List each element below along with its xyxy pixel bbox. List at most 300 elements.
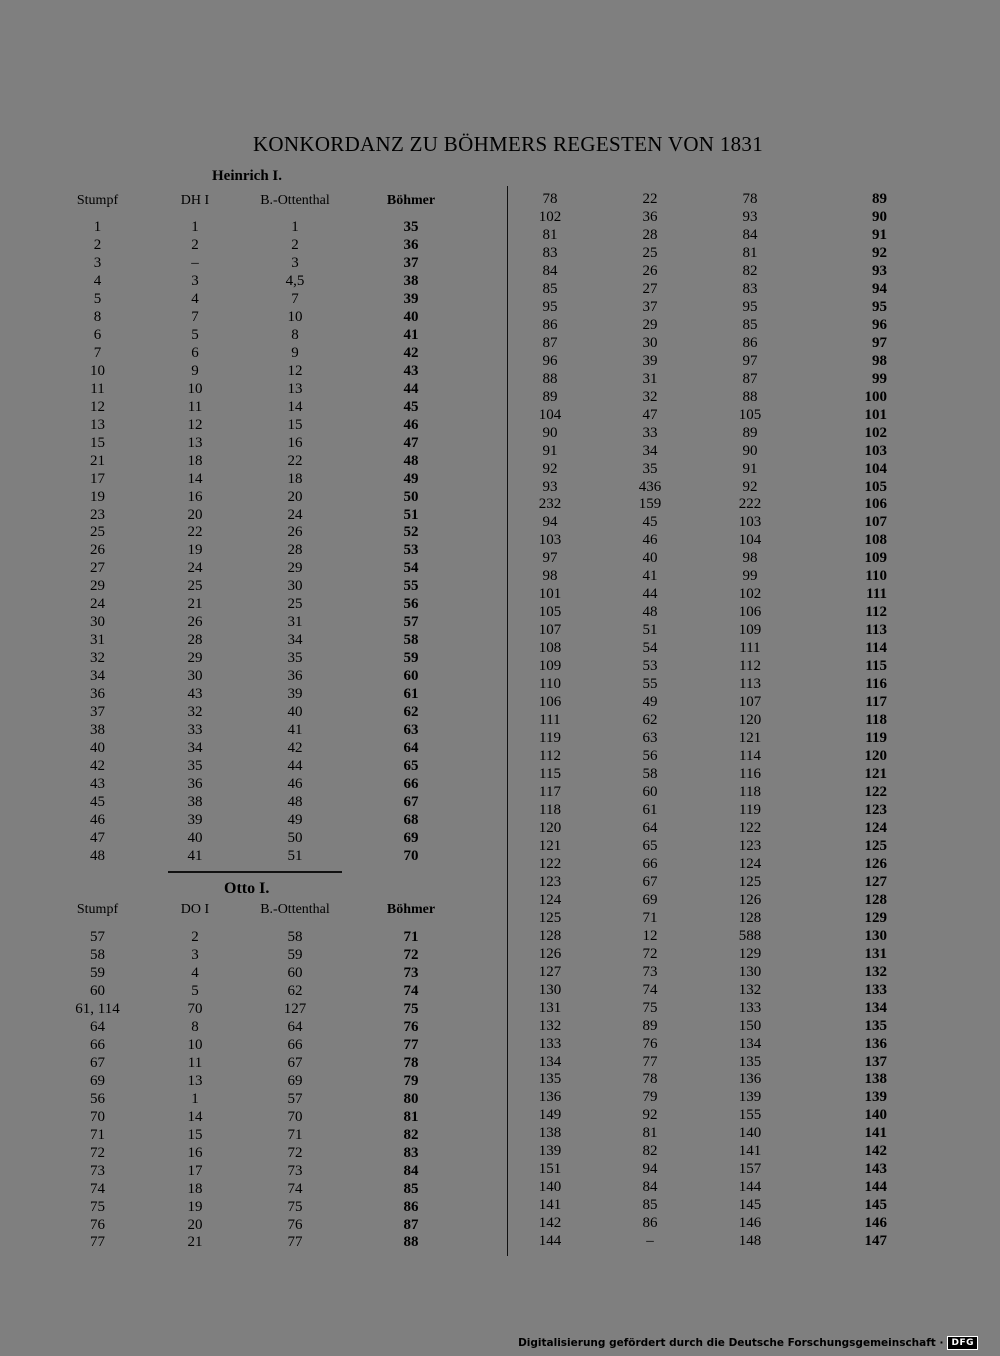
cell-stumpf: 90 — [542, 424, 558, 441]
cell-diplom: 16 — [187, 1144, 203, 1161]
cell-ottenthal: 30 — [287, 578, 303, 595]
cell-diplom: 65 — [642, 837, 658, 854]
table-row — [0, 568, 1000, 586]
cell-boehmer: 125 — [864, 837, 887, 854]
cell-ottenthal: 69 — [287, 1072, 303, 1089]
cell-stumpf: 85 — [542, 280, 558, 297]
cell-ottenthal: 60 — [287, 964, 303, 981]
table-row — [0, 1143, 1000, 1161]
table-row — [0, 1089, 1000, 1107]
table-row — [0, 1054, 1000, 1072]
cell-stumpf: 91 — [542, 442, 558, 459]
cell-diplom: 58 — [642, 766, 658, 782]
cell-ottenthal: 8 — [291, 326, 299, 343]
cell-ottenthal: 93 — [742, 208, 758, 225]
table-row — [0, 371, 1000, 389]
cell-diplom: 41 — [187, 847, 203, 864]
cell-ottenthal: 86 — [742, 334, 758, 351]
cell-boehmer: 47 — [403, 434, 419, 451]
table-row — [0, 1036, 1000, 1054]
cell-ottenthal: 132 — [738, 981, 762, 998]
cell-diplom: 55 — [642, 676, 658, 693]
cell-diplom: 82 — [642, 1143, 658, 1160]
cell-diplom: – — [646, 1233, 654, 1250]
cell-boehmer: 53 — [403, 542, 419, 559]
cell-ottenthal: 141 — [738, 1143, 762, 1160]
cell-stumpf: 232 — [538, 496, 562, 513]
cell-ottenthal: 103 — [738, 514, 762, 531]
cell-ottenthal: 34 — [287, 632, 303, 649]
cell-diplom: 67 — [642, 873, 658, 890]
cell-diplom: 5 — [191, 326, 199, 343]
cell-ottenthal: 127 — [283, 1000, 307, 1017]
cell-boehmer: 44 — [403, 380, 419, 397]
cell-diplom: 43 — [187, 686, 203, 703]
cell-boehmer: 144 — [864, 1179, 887, 1196]
cell-stumpf: 135 — [538, 1071, 562, 1088]
cell-ottenthal: 64 — [287, 1018, 303, 1035]
cell-boehmer: 88 — [403, 1234, 419, 1251]
cell-diplom: 9 — [191, 362, 199, 379]
cell-boehmer: 104 — [864, 460, 887, 477]
cell-ottenthal: 82 — [742, 262, 758, 279]
cell-diplom: 64 — [642, 819, 658, 836]
cell-stumpf: 74 — [90, 1180, 105, 1197]
cell-diplom: 33 — [642, 424, 658, 441]
cell-ottenthal: 106 — [738, 604, 762, 621]
cell-stumpf: 1 — [93, 219, 102, 235]
cell-boehmer: 108 — [864, 532, 887, 549]
cell-boehmer: 37 — [403, 254, 419, 271]
cell-ottenthal: 36 — [287, 668, 303, 685]
table-row — [0, 1071, 1000, 1089]
cell-boehmer: 63 — [403, 722, 419, 739]
cell-diplom: 19 — [187, 1198, 203, 1215]
cell-stumpf: 136 — [538, 1089, 562, 1106]
cell-ottenthal: 588 — [738, 927, 762, 944]
cell-diplom: 38 — [187, 794, 203, 810]
cell-ottenthal: 41 — [287, 722, 303, 739]
cell-stumpf: 21 — [90, 452, 105, 469]
cell-ottenthal: 7 — [291, 290, 299, 307]
cell-boehmer: 85 — [403, 1180, 419, 1197]
cell-ottenthal: 99 — [742, 568, 758, 585]
cell-stumpf: 29 — [90, 578, 105, 595]
header-dh: DH I — [180, 193, 210, 208]
cell-diplom: 72 — [642, 945, 658, 962]
header-boehmer: Böhmer — [386, 193, 436, 208]
cell-stumpf: 117 — [539, 783, 561, 800]
cell-boehmer: 89 — [872, 191, 887, 207]
cell-ottenthal: 77 — [287, 1234, 303, 1251]
cell-boehmer: 65 — [403, 758, 419, 775]
cell-ottenthal: 20 — [287, 488, 303, 505]
table-row — [0, 1233, 1000, 1251]
cell-stumpf: 47 — [90, 829, 105, 846]
cell-diplom: 73 — [642, 963, 658, 980]
table-row — [0, 658, 1000, 676]
cell-diplom: 21 — [187, 596, 203, 613]
table-row — [0, 730, 1000, 748]
cell-boehmer: 111 — [866, 586, 887, 603]
cell-boehmer: 93 — [872, 262, 887, 279]
cell-boehmer: 116 — [865, 676, 887, 693]
cell-ottenthal: 39 — [287, 686, 303, 703]
cell-diplom: 159 — [638, 496, 662, 513]
cell-boehmer: 58 — [403, 632, 419, 649]
cell-ottenthal: 125 — [738, 873, 762, 890]
cell-diplom: 7 — [191, 308, 199, 325]
cell-ottenthal: 42 — [287, 740, 303, 757]
cell-diplom: 2 — [191, 929, 199, 945]
table-row — [0, 856, 1000, 874]
cell-boehmer: 68 — [403, 811, 419, 828]
cell-stumpf: 127 — [538, 963, 562, 980]
cell-stumpf: 120 — [538, 819, 562, 836]
table-row — [0, 532, 1000, 550]
table-row — [0, 281, 1000, 299]
cell-diplom: 77 — [642, 1053, 658, 1070]
cell-diplom: 25 — [642, 244, 658, 261]
dfg-logo: DFG — [947, 1336, 978, 1350]
cell-diplom: 20 — [187, 1216, 203, 1233]
table-row — [0, 910, 1000, 928]
cell-stumpf: 131 — [538, 999, 562, 1016]
cell-diplom: 51 — [642, 622, 658, 639]
cell-diplom: 63 — [642, 730, 658, 747]
cell-boehmer: 46 — [403, 416, 419, 433]
cell-boehmer: 128 — [864, 891, 887, 908]
cell-boehmer: 106 — [864, 496, 887, 513]
cell-diplom: 31 — [642, 370, 658, 387]
cell-boehmer: 40 — [403, 308, 419, 325]
table-row — [0, 1018, 1000, 1036]
cell-boehmer: 94 — [872, 280, 887, 297]
cell-stumpf: 70 — [90, 1108, 105, 1125]
cell-stumpf: 107 — [538, 622, 562, 639]
cell-stumpf: 10 — [90, 362, 105, 379]
cell-ottenthal: 50 — [287, 829, 303, 846]
cell-stumpf: 75 — [90, 1198, 105, 1215]
cell-ottenthal: 148 — [738, 1233, 762, 1250]
cell-stumpf: 144 — [538, 1233, 562, 1250]
table-row — [0, 622, 1000, 640]
cell-boehmer: 59 — [403, 650, 419, 667]
cell-boehmer: 105 — [864, 478, 887, 495]
cell-diplom: 32 — [187, 704, 203, 721]
cell-ottenthal: 120 — [738, 712, 762, 729]
cell-stumpf: 115 — [539, 766, 561, 782]
table-row — [0, 496, 1000, 514]
cell-ottenthal: 109 — [738, 622, 762, 639]
cell-stumpf: 94 — [542, 514, 558, 531]
cell-boehmer: 84 — [403, 1162, 419, 1179]
cell-diplom: 11 — [187, 398, 203, 415]
cell-boehmer: 57 — [403, 614, 419, 631]
cell-ottenthal: 122 — [738, 819, 762, 836]
cell-diplom: 44 — [642, 586, 658, 603]
cell-diplom: 12 — [187, 416, 203, 433]
cell-stumpf: 109 — [538, 658, 562, 675]
cell-boehmer: 82 — [403, 1126, 419, 1143]
cell-boehmer: 95 — [872, 298, 887, 315]
cell-ottenthal: 123 — [738, 837, 762, 854]
cell-stumpf: 67 — [90, 1054, 105, 1071]
cell-boehmer: 147 — [864, 1233, 887, 1250]
cell-boehmer: 132 — [864, 963, 887, 980]
cell-boehmer: 38 — [403, 272, 419, 289]
cell-boehmer: 98 — [872, 352, 887, 369]
cell-ottenthal: 3 — [291, 254, 299, 271]
cell-boehmer: 139 — [864, 1089, 887, 1106]
cell-diplom: 3 — [191, 946, 199, 963]
cell-boehmer: 101 — [864, 406, 887, 423]
cell-ottenthal: 58 — [287, 929, 303, 945]
cell-stumpf: 102 — [538, 208, 562, 225]
cell-ottenthal: 107 — [738, 694, 762, 711]
cell-stumpf: 122 — [538, 855, 562, 872]
cell-ottenthal: 87 — [742, 370, 758, 387]
table-row — [0, 838, 1000, 856]
table-row — [0, 982, 1000, 1000]
cell-ottenthal: 116 — [739, 766, 761, 782]
cell-diplom: 36 — [187, 776, 203, 793]
cell-ottenthal: 78 — [742, 191, 758, 207]
cell-boehmer: 86 — [403, 1198, 419, 1215]
cell-boehmer: 66 — [403, 776, 419, 793]
table-row — [0, 317, 1000, 335]
cell-boehmer: 135 — [864, 1017, 887, 1034]
table-row — [0, 479, 1000, 497]
cell-diplom: 61 — [642, 801, 658, 818]
cell-stumpf: 84 — [542, 262, 558, 279]
cell-ottenthal: 22 — [287, 452, 303, 469]
cell-ottenthal: 81 — [742, 244, 758, 261]
cell-stumpf: 81 — [542, 226, 558, 243]
table-row — [0, 676, 1000, 694]
cell-diplom: 37 — [642, 298, 658, 315]
cell-stumpf: 133 — [538, 1035, 562, 1052]
cell-boehmer: 87 — [403, 1216, 419, 1233]
cell-diplom: 29 — [187, 650, 203, 667]
table-row — [0, 514, 1000, 532]
cell-stumpf: 105 — [538, 604, 562, 621]
cell-stumpf: 97 — [542, 550, 558, 567]
cell-diplom: 30 — [642, 334, 658, 351]
cell-stumpf: 88 — [542, 370, 558, 387]
cell-stumpf: 87 — [542, 334, 558, 351]
cell-ottenthal: 2 — [291, 236, 299, 253]
cell-diplom: 4 — [191, 290, 199, 307]
table-row — [0, 353, 1000, 371]
cell-stumpf: 141 — [538, 1197, 562, 1214]
cell-diplom: 4 — [191, 964, 199, 981]
cell-ottenthal: 102 — [738, 586, 762, 603]
cell-diplom: 46 — [642, 532, 658, 549]
cell-boehmer: 137 — [864, 1053, 887, 1070]
cell-boehmer: 115 — [865, 658, 887, 675]
cell-ottenthal: 29 — [287, 560, 303, 577]
cell-boehmer: 67 — [403, 794, 419, 810]
cell-ottenthal: 114 — [739, 748, 761, 765]
cell-diplom: 36 — [642, 208, 658, 225]
cell-boehmer: 109 — [864, 550, 887, 567]
cell-stumpf: 45 — [90, 794, 105, 810]
cell-ottenthal: 112 — [739, 658, 761, 675]
cell-stumpf: 46 — [90, 811, 105, 828]
cell-diplom: 40 — [642, 550, 658, 567]
section-heading-heinrich: Heinrich I. — [212, 168, 282, 184]
cell-boehmer: 112 — [865, 604, 887, 621]
cell-ottenthal: 222 — [738, 496, 762, 513]
cell-ottenthal: 126 — [738, 891, 762, 908]
cell-diplom: 14 — [187, 470, 203, 487]
cell-boehmer: 83 — [403, 1144, 419, 1161]
cell-boehmer: 54 — [403, 560, 419, 577]
cell-boehmer: 121 — [864, 766, 887, 782]
cell-ottenthal: 121 — [738, 730, 762, 747]
cell-diplom: 3 — [191, 272, 199, 289]
cell-stumpf: 24 — [90, 596, 105, 613]
cell-ottenthal: 35 — [287, 650, 303, 667]
header-do: DO I — [180, 902, 210, 917]
header-boehmer: Böhmer — [386, 902, 436, 917]
cell-stumpf: 125 — [538, 909, 562, 926]
cell-stumpf: 76 — [90, 1216, 105, 1233]
cell-stumpf: 19 — [90, 488, 105, 505]
cell-diplom: 39 — [642, 352, 658, 369]
cell-boehmer: 142 — [864, 1143, 887, 1160]
cell-stumpf: 110 — [539, 676, 561, 693]
cell-diplom: 14 — [187, 1108, 203, 1125]
cell-ottenthal: 104 — [738, 532, 762, 549]
table-row — [0, 425, 1000, 443]
cell-stumpf: 128 — [538, 927, 562, 944]
cell-boehmer: 145 — [864, 1197, 887, 1214]
cell-boehmer: 143 — [864, 1161, 887, 1178]
cell-diplom: 62 — [642, 712, 658, 729]
cell-boehmer: 52 — [403, 524, 419, 541]
cell-diplom: 79 — [642, 1089, 658, 1106]
cell-diplom: 34 — [642, 442, 658, 459]
cell-diplom: 24 — [187, 560, 203, 577]
cell-diplom: 89 — [642, 1017, 658, 1034]
cell-ottenthal: 71 — [287, 1126, 303, 1143]
cell-stumpf: 43 — [90, 776, 105, 793]
cell-stumpf: 139 — [538, 1143, 562, 1160]
cell-stumpf: 73 — [90, 1162, 105, 1179]
cell-boehmer: 124 — [864, 819, 887, 836]
cell-stumpf: 101 — [538, 586, 562, 603]
cell-stumpf: 34 — [90, 668, 105, 685]
cell-ottenthal: 48 — [287, 794, 303, 810]
cell-boehmer: 119 — [865, 730, 887, 747]
cell-diplom: 28 — [642, 226, 658, 243]
cell-boehmer: 71 — [403, 929, 419, 945]
cell-boehmer: 80 — [403, 1090, 419, 1107]
cell-boehmer: 97 — [872, 334, 887, 351]
table-row — [0, 1179, 1000, 1197]
cell-diplom: 74 — [642, 981, 658, 998]
cell-ottenthal: 72 — [287, 1144, 303, 1161]
cell-diplom: 25 — [187, 578, 203, 595]
cell-boehmer: 140 — [864, 1107, 887, 1124]
cell-stumpf: 151 — [538, 1161, 562, 1178]
cell-boehmer: 146 — [864, 1215, 887, 1232]
cell-diplom: 76 — [642, 1035, 658, 1052]
footer-text: Digitalisierung gefördert durch die Deutsche Forschungsgemeinschaft · — [518, 1337, 944, 1349]
cell-boehmer: 103 — [864, 442, 887, 459]
cell-diplom: 10 — [187, 380, 203, 397]
cell-ottenthal: 66 — [287, 1036, 303, 1053]
cell-boehmer: 114 — [865, 640, 887, 657]
cell-stumpf: 27 — [90, 560, 105, 577]
cell-stumpf: 25 — [90, 524, 105, 541]
cell-ottenthal: 146 — [738, 1215, 762, 1232]
cell-stumpf: 23 — [90, 506, 105, 523]
cell-boehmer: 129 — [864, 909, 887, 926]
cell-stumpf: 126 — [538, 945, 562, 962]
cell-stumpf: 69 — [90, 1072, 105, 1089]
cell-boehmer: 122 — [864, 783, 887, 800]
cell-ottenthal: 18 — [287, 470, 303, 487]
cell-diplom: 8 — [191, 1018, 199, 1035]
cell-stumpf: 96 — [542, 352, 558, 369]
cell-stumpf: 83 — [542, 244, 558, 261]
table-row — [0, 1215, 1000, 1233]
cell-boehmer: 117 — [865, 694, 887, 711]
cell-ottenthal: 157 — [738, 1161, 762, 1178]
cell-ottenthal: 97 — [742, 352, 758, 369]
cell-boehmer: 35 — [403, 219, 419, 235]
cell-ottenthal: 124 — [738, 855, 762, 872]
cell-diplom: 1 — [191, 1090, 199, 1107]
cell-boehmer: 41 — [403, 326, 419, 343]
cell-diplom: 19 — [187, 542, 203, 559]
cell-boehmer: 107 — [864, 514, 887, 531]
cell-ottenthal: 84 — [742, 226, 758, 243]
cell-stumpf: 72 — [90, 1144, 105, 1161]
cell-stumpf: 112 — [539, 748, 561, 765]
cell-stumpf: 8 — [93, 308, 102, 325]
table-row — [0, 640, 1000, 658]
table-row — [0, 299, 1000, 317]
cell-stumpf: 40 — [90, 740, 105, 757]
cell-ottenthal: 73 — [287, 1162, 303, 1179]
cell-diplom: 5 — [191, 982, 199, 999]
table-row — [0, 946, 1000, 964]
cell-ottenthal: 14 — [287, 398, 303, 415]
cell-diplom: 26 — [187, 614, 203, 631]
cell-diplom: 32 — [642, 388, 658, 405]
cell-boehmer: 62 — [403, 704, 419, 721]
cell-ottenthal: 31 — [287, 614, 303, 631]
cell-ottenthal: 135 — [738, 1053, 762, 1070]
cell-stumpf: 140 — [538, 1179, 562, 1196]
cell-ottenthal: 91 — [742, 460, 758, 477]
cell-boehmer: 56 — [403, 596, 419, 613]
cell-ottenthal: 140 — [738, 1125, 762, 1142]
cell-diplom: 94 — [642, 1161, 658, 1178]
cell-diplom: 35 — [642, 460, 658, 477]
cell-diplom: 18 — [187, 1180, 203, 1197]
cell-boehmer: 130 — [864, 927, 887, 944]
cell-ottenthal: 49 — [287, 811, 303, 828]
cell-ottenthal: 118 — [739, 783, 761, 800]
cell-diplom: 39 — [187, 811, 203, 828]
cell-diplom: 33 — [187, 722, 203, 739]
cell-ottenthal: 105 — [738, 406, 762, 423]
